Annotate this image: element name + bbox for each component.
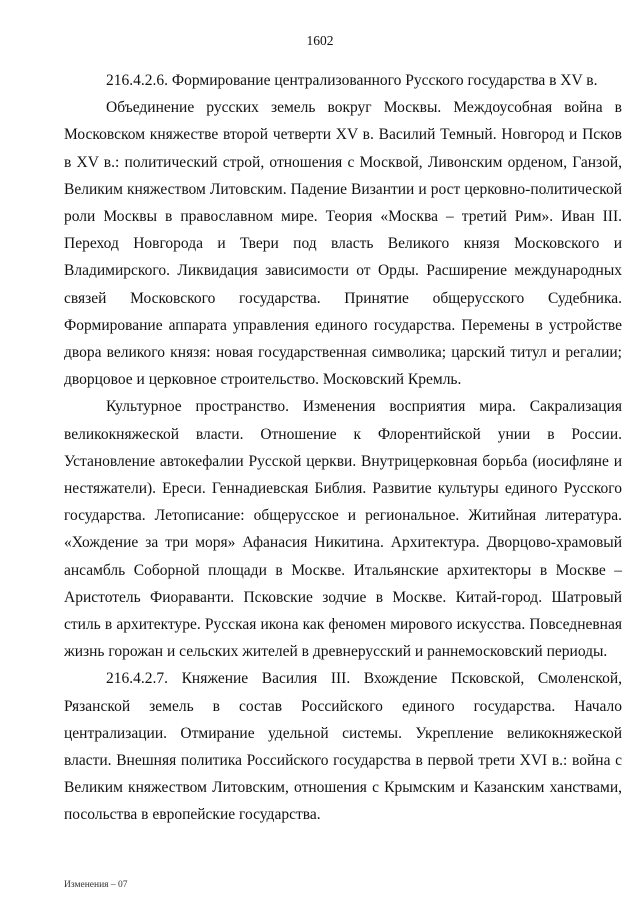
paragraph-vasily-iii: 216.4.2.7. Княжение Василия III. Вхождение Псковской, Смоленской, Рязанской земель в состав Российского единого государства. Начало централизации. Отмирание удельной системы. Укрепление великокняжеской власти. Внешняя политика Российского государства в первой трети XVI в.: война с Великим княжеством Литовским, отношения с Крымским и Казанским ханствами, посольства в европейские государства.	[64, 670, 622, 824]
section-heading: 216.4.2.6. Формирование централизованного Русского государства в XV в.	[106, 72, 598, 89]
paragraph-unification: Объединение русских земель вокруг Москвы. Междоусобная война в Московском княжестве второй четверти XV в. Василий Темный. Новгород и Псков в XV в.: политический строй, отношения с Москвой, Ливонским орденом, Ганзой, Великим княжеством Литовским. Падение Византии и рост церковно-политической роли Москвы в православном мире. Теория «Москва – третий Рим». Иван III. Переход Новгорода и Твери под власть Великого князя Московского и Владимирского. Ликвидация зависимости от Орды. Расширение международных связей Московского государства. Принятие общерусского Судебника. Формирование аппарата управления единого государства. Перемены в устройстве двора великого князя: новая государственная символика; царский титул и регалии; дворцовое и церковное строительство. Московский Кремль.	[64, 99, 622, 389]
footer-note: Изменения – 07	[64, 880, 128, 890]
page-number: 1602	[306, 33, 334, 48]
document-body	[64, 67, 622, 829]
paragraph-culture: Культурное пространство. Изменения восприятия мира. Сакрализация великокняжеской власти. Отношение к Флорентийской унии в России. Установление автокефалии Русской церкви. Внутрицерковная борьба (иосифляне и нестяжатели). Ереси. Геннадиевская Библия. Развитие культуры единого Русского государства. Летописание: общерусское и региональное. Житийная литература. «Хождение за три моря» Афанасия Никитина. Архитектура. Дворцово-храмовый ансамбль Соборной площади в Москве. Итальянские архитекторы в Москве – Аристотель Фиораванти. Псковские зодчие в Москве. Китай-город. Шатровый стиль в архитектуре. Русская икона как феномен мирового искусства. Повседневная жизнь горожан и сельских жителей в древнерусский и раннемосковский периоды.	[64, 398, 622, 661]
